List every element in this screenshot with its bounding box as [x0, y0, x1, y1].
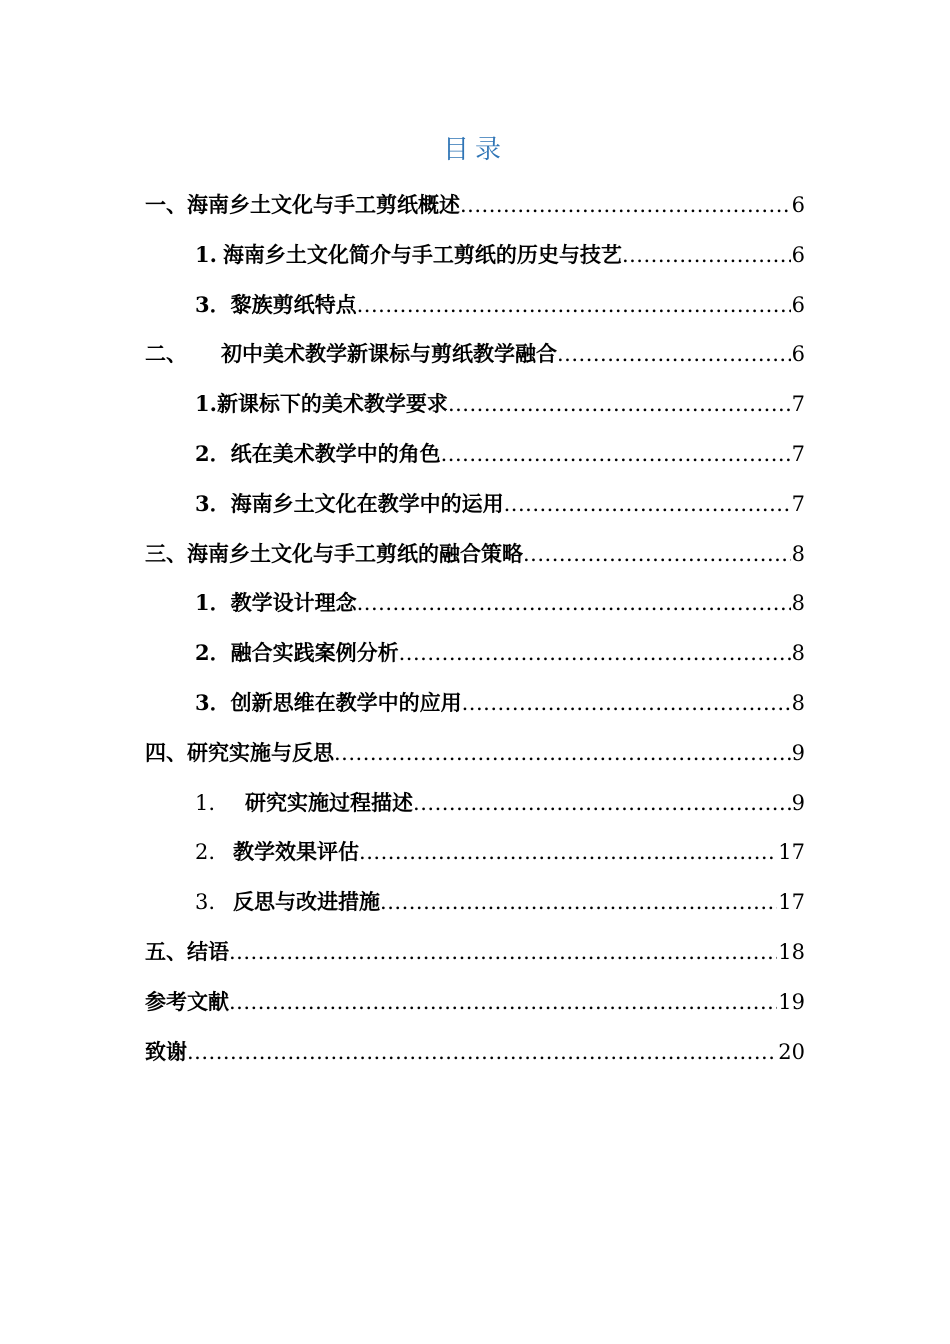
- toc-entry-label: [195, 429, 441, 479]
- toc-entry-label: [145, 180, 460, 230]
- toc-page-number: 8: [791, 641, 805, 666]
- toc-page-number: 17: [778, 840, 805, 865]
- toc-entry-4[interactable]: [145, 728, 805, 778]
- toc-entry-1[interactable]: [145, 180, 805, 230]
- toc-entry-5[interactable]: [145, 927, 805, 977]
- toc-page-number: 8: [791, 541, 805, 566]
- toc-entry-number: 二、: [145, 341, 187, 367]
- toc-dot-leader: [357, 281, 791, 331]
- toc-page-number: 17: [778, 890, 805, 915]
- toc-dot-leader: [622, 231, 791, 281]
- toc-entry-2-3[interactable]: [145, 479, 805, 529]
- toc-entry-text: 反思与改进措施: [233, 889, 381, 915]
- toc-entry-2-1[interactable]: [145, 379, 805, 429]
- toc-entry-text: 海南乡土文化与手工剪纸概述: [187, 192, 460, 217]
- toc-entry-text: 海南乡土文化在教学中的运用: [230, 490, 504, 516]
- toc-entry-number: 四、: [145, 739, 187, 765]
- toc-entry-text: 研究实施与反思: [187, 739, 334, 765]
- toc-dot-leader: [462, 679, 791, 729]
- toc-entry-number: 1.: [195, 241, 217, 267]
- toc-dot-leader: [441, 430, 791, 480]
- toc-dot-leader: [229, 978, 777, 1028]
- toc-entry-label: [145, 927, 229, 977]
- toc-dot-leader: [557, 330, 791, 380]
- toc-entry-3-1[interactable]: [145, 578, 805, 628]
- toc-entry-label: [195, 379, 448, 429]
- toc-dot-leader: [448, 380, 791, 430]
- toc-dot-leader: [380, 878, 777, 928]
- toc-entry-label: [195, 479, 504, 529]
- toc-entry-text: 研究实施过程描述: [245, 789, 414, 815]
- toc-dot-leader: [359, 828, 777, 878]
- toc-entry-text: 新课标下的美术教学要求: [216, 391, 448, 417]
- toc-page-number: 20: [778, 1039, 805, 1064]
- toc-entry-acknowledgements[interactable]: [145, 1027, 805, 1077]
- toc-page-number: 6: [791, 342, 805, 367]
- toc-page-number: 18: [778, 939, 805, 964]
- toc-entry-number: 3．: [195, 689, 231, 715]
- toc-entry-1-3[interactable]: [145, 280, 805, 330]
- toc-entry-3[interactable]: [145, 529, 805, 579]
- toc-entry-4-2[interactable]: [145, 827, 805, 877]
- toc-page-number: 8: [791, 591, 805, 616]
- toc-dot-leader: [334, 729, 791, 779]
- toc-entry-text: 参考文献: [145, 988, 229, 1014]
- toc-entry-number: 三、: [145, 540, 187, 566]
- toc-entry-label: [195, 827, 359, 878]
- toc-entry-text: 结语: [187, 938, 229, 964]
- toc-dot-leader: [229, 928, 777, 978]
- toc-entry-text: 海南乡土文化与手工剪纸的融合策略: [187, 540, 523, 566]
- toc-page-number: 7: [791, 392, 805, 417]
- toc-title: 目录: [442, 135, 507, 165]
- toc-entry-4-3[interactable]: [145, 877, 805, 927]
- toc-dot-leader: [504, 480, 791, 530]
- toc-entry-text: 初中美术教学新课标与剪纸教学融合: [221, 341, 557, 367]
- toc-entry-number: 2.: [195, 840, 216, 865]
- toc-entry-text: 致谢: [145, 1038, 187, 1064]
- toc-entry-number: 五、: [145, 938, 187, 964]
- toc-dot-leader: [399, 629, 791, 679]
- toc-entry-number: 3．: [195, 291, 231, 317]
- toc-page-number: 7: [791, 491, 805, 516]
- toc-entry-label: [145, 1027, 187, 1077]
- toc-page-number: 6: [791, 193, 805, 217]
- toc-entry-label: [195, 877, 380, 928]
- toc-entry-number: 2．: [195, 640, 231, 666]
- toc-entry-text: 融合实践案例分析: [230, 640, 399, 666]
- toc-dot-leader: [357, 579, 791, 629]
- table-of-contents: [145, 180, 805, 1076]
- toc-entry-number: 1．: [195, 590, 231, 616]
- toc-entry-label: [195, 778, 413, 829]
- toc-entry-label: [195, 628, 399, 678]
- toc-page-number: 8: [791, 690, 805, 715]
- toc-page-number: 6: [791, 242, 805, 267]
- toc-entry-text: 黎族剪纸特点: [230, 291, 357, 317]
- toc-entry-number: 3.: [195, 890, 216, 915]
- toc-entry-label: [195, 578, 357, 628]
- toc-entry-label: [145, 529, 523, 579]
- toc-entry-text: 教学设计理念: [230, 590, 357, 616]
- toc-entry-label: [145, 329, 557, 379]
- toc-entry-number: 3．: [195, 490, 231, 516]
- toc-entry-1-1[interactable]: [145, 230, 805, 280]
- toc-dot-leader: [413, 779, 791, 829]
- toc-entry-label: [145, 728, 334, 778]
- toc-dot-leader: [523, 530, 791, 580]
- toc-page-number: 9: [791, 740, 805, 765]
- toc-entry-4-1[interactable]: [145, 778, 805, 828]
- toc-page-number: 9: [791, 790, 805, 815]
- toc-page-number: 7: [791, 441, 805, 466]
- toc-dot-leader: [460, 181, 791, 231]
- toc-entry-number: 2．: [195, 440, 231, 466]
- toc-entry-number: 一、: [145, 192, 187, 217]
- toc-entry-label: [195, 230, 622, 280]
- toc-entry-text: 创新思维在教学中的应用: [230, 689, 462, 715]
- toc-entry-2-2[interactable]: [145, 429, 805, 479]
- toc-page-number: 6: [791, 292, 805, 317]
- toc-entry-text: 教学效果评估: [233, 839, 360, 865]
- toc-entry-label: [195, 678, 462, 728]
- toc-entry-references[interactable]: [145, 977, 805, 1027]
- toc-entry-3-2[interactable]: [145, 628, 805, 678]
- toc-entry-number: 1.: [195, 790, 216, 815]
- toc-entry-label: [195, 280, 357, 330]
- toc-entry-text: 海南乡土文化简介与手工剪纸的历史与技艺: [222, 241, 622, 267]
- toc-entry-number: 1.: [195, 391, 217, 417]
- toc-page-number: 19: [778, 989, 805, 1014]
- toc-entry-text: 纸在美术教学中的角色: [230, 440, 441, 466]
- toc-entry-3-3[interactable]: [145, 678, 805, 728]
- toc-dot-leader: [187, 1028, 777, 1078]
- toc-entry-2[interactable]: [145, 329, 805, 379]
- toc-entry-label: [145, 977, 229, 1027]
